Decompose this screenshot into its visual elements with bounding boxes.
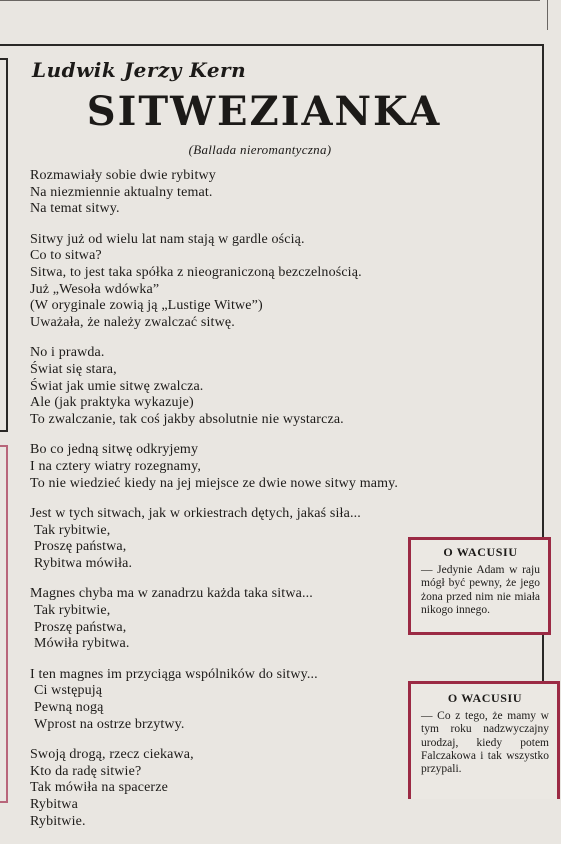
poem-line: Rybitwa bbox=[30, 797, 78, 812]
left-margin-box-red bbox=[0, 445, 8, 803]
right-thin-rule bbox=[547, 0, 548, 30]
stanza bbox=[30, 442, 510, 492]
poem-line: (W oryginale zowią ją „Lustige Witwe”) bbox=[30, 298, 263, 314]
stanza bbox=[30, 345, 510, 428]
joke-box-adam bbox=[408, 537, 551, 635]
joke-box-text: — Co z tego, że mamy w tym roku nadzwyczajny urodzaj, kiedy potem Falczakowa i tak wszystko przypali. bbox=[421, 710, 549, 776]
author-name: Ludwik Jerzy Kern bbox=[32, 58, 247, 82]
poem-line: I ten magnes im przyciąga wspólników do sitwy... bbox=[30, 666, 318, 682]
poem-line: To nie wiedzieć kiedy na jej miejsce ze dwie nowe sitwy mamy. bbox=[30, 475, 399, 491]
poem-line: Tak rybitwie, bbox=[34, 603, 111, 619]
joke-box-title: O WACUSIU bbox=[447, 691, 523, 705]
poem-line: Bo co jedną sitwę odkryjemy bbox=[30, 442, 199, 458]
poem-line: Ci wstępują bbox=[34, 683, 103, 699]
poem-line: Mówiła rybitwa. bbox=[34, 636, 130, 652]
poem-line: Magnes chyba ma w zanadrzu każda taka sitwa... bbox=[30, 586, 313, 602]
joke-box-text: — Jedynie Adam w raju mógł być pewny, że jego żona przed nim nie miała nikogo innego. bbox=[421, 564, 540, 616]
joke-box-harvest bbox=[408, 681, 560, 799]
poem-line: Wprost na ostrze brzytwy. bbox=[34, 716, 185, 732]
poem-line: Rybitwie. bbox=[30, 813, 86, 829]
poem-line: Świat się stara, bbox=[30, 361, 117, 377]
poem-line: Świat jak umie sitwę zwalcza. bbox=[30, 378, 204, 394]
poem-line: Sitwa, to jest taka spółka z nieograniczoną bezczelnością. bbox=[30, 264, 362, 280]
poem-line: Ale (jak praktyka wykazuje) bbox=[30, 395, 194, 411]
left-margin-box bbox=[0, 58, 8, 432]
top-thin-rule bbox=[0, 0, 540, 1]
poem-line: Swoją drogą, rzecz ciekawa, bbox=[30, 747, 194, 763]
stanza bbox=[30, 168, 510, 218]
poem-line: Już „Wesoła wdówka” bbox=[30, 281, 160, 297]
poem-line: Kto da radę sitwie? bbox=[30, 763, 142, 779]
poem-subtitle: (Ballada nieromantyczna) bbox=[188, 142, 332, 157]
poem-line: Co to sitwa? bbox=[30, 248, 102, 264]
frame-top-rule bbox=[0, 44, 544, 46]
stanza bbox=[30, 232, 510, 332]
poem-title: SITWEZIANKA bbox=[86, 88, 442, 135]
poem-line: Proszę państwa, bbox=[34, 619, 127, 635]
poem-line: Na niezmiennie aktualny temat. bbox=[30, 184, 213, 200]
poem-line: Tak mówiła na spacerze bbox=[30, 780, 168, 796]
poem-line: Sitwy już od wielu lat nam stają w gardle ością. bbox=[30, 231, 305, 247]
joke-box-title: O WACUSIU bbox=[443, 545, 518, 559]
poem-line: No i prawda. bbox=[30, 345, 105, 361]
poem-line: Rozmawiały sobie dwie rybitwy bbox=[30, 168, 216, 183]
poem-line: Rybitwa mówiła. bbox=[34, 555, 133, 571]
poem-line: Tak rybitwie, bbox=[34, 522, 111, 538]
poem-line: Jest w tych sitwach, jak w orkiestrach dętych, jakaś siła... bbox=[30, 506, 361, 522]
poem-line: Na temat sitwy. bbox=[30, 201, 120, 217]
poem-line: Proszę państwa, bbox=[34, 539, 127, 555]
poem-line: Pewną nogą bbox=[34, 700, 104, 716]
poem-line: I na cztery wiatry rozegnamy, bbox=[30, 458, 201, 474]
poem-line: Uważała, że należy zwalczać sitwę. bbox=[30, 314, 235, 330]
poem-line: To zwalczanie, tak coś jakby absolutnie nie wystarcza. bbox=[30, 411, 344, 427]
